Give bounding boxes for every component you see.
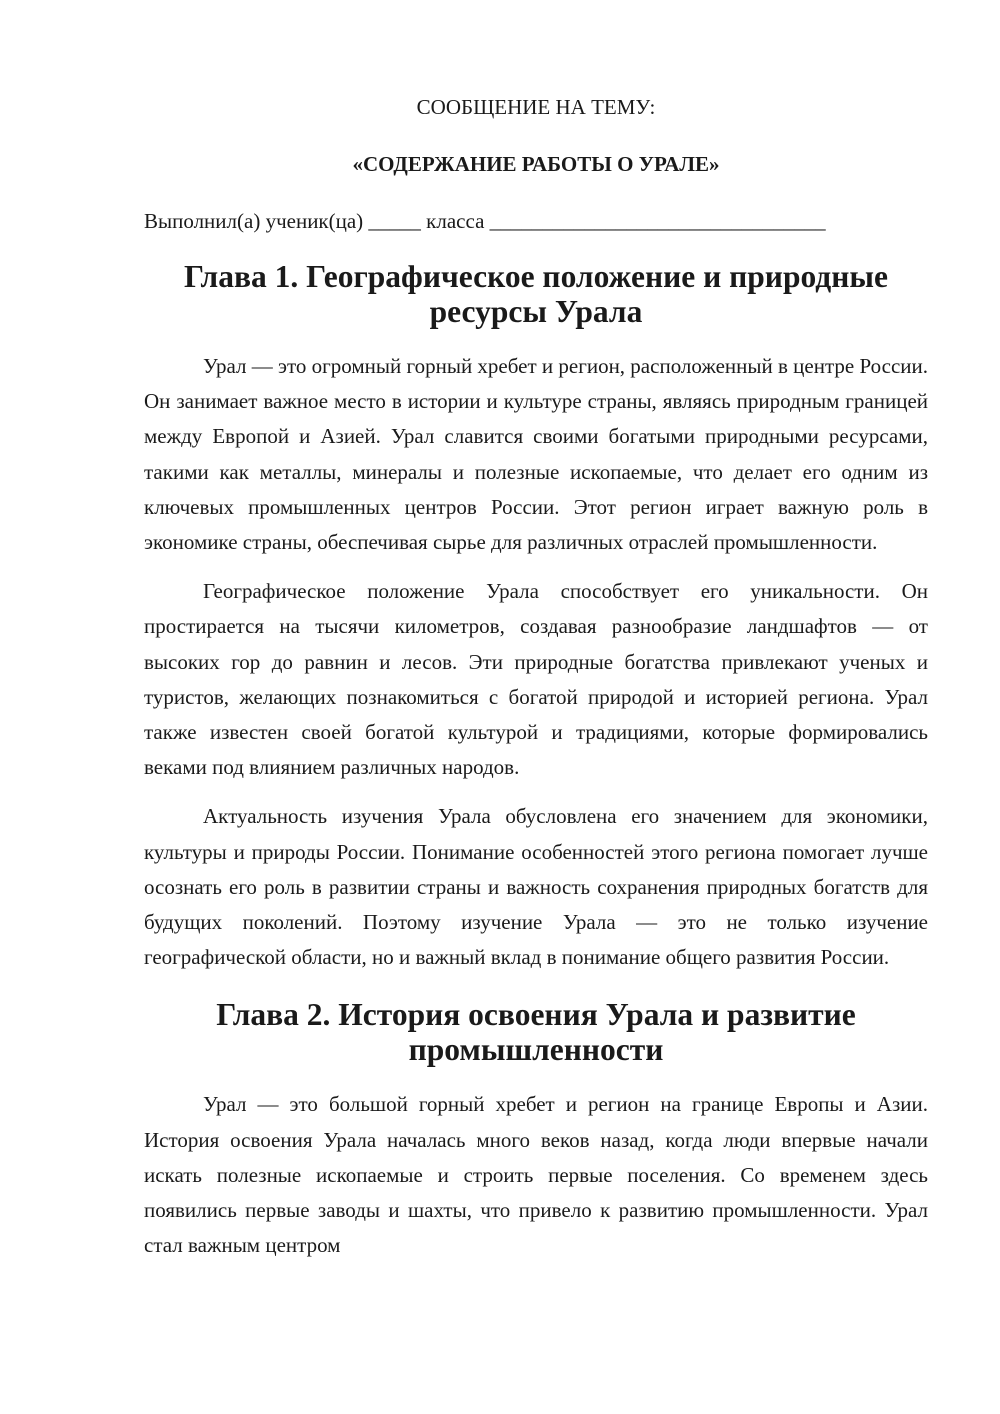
- chapter-1-paragraph: Актуальность изучения Урала обусловлена его значением для экономики, культуры и природы России. Понимание особенностей этого региона помогает лучше осознать его роль в развитии страны и важность сохранения природных богатств для будущих поколений. Поэтому изучение Урала — это не только изучение географической области, но и важный вклад в понимание общего развития России.: [144, 804, 928, 970]
- document-page: [144, 90, 928, 1277]
- chapter-2-paragraph: Урал — это большой горный хребет и регион на границе Европы и Азии. История освоения Урала началась много веков назад, когда люди впервые начали искать полезные ископаемые и строить первые поселения. Со временем здесь появились первые заводы и шахты, что привело к развитию промышленности. Урал стал важным центром: [144, 1092, 928, 1258]
- document-heading-topic: СООБЩЕНИЕ НА ТЕМУ:: [416, 95, 656, 119]
- chapter-1-title: Глава 1. Географическое положение и природные ресурсы Урала: [184, 259, 888, 329]
- chapter-1-paragraph: Урал — это огромный горный хребет и регион, расположенный в центре России. Он занимает важное место в истории и культуре страны, являясь природным границей между Европой и Азией. Урал славится своими богатыми природными ресурсами, такими как металлы, минералы и полезные ископаемые, что делает его одним из ключевых промышленных центров России. Этот регион играет важную роль в экономике страны, обеспечивая сырье для различных отраслей промышленности.: [144, 354, 929, 555]
- chapter-1-paragraph: Географическое положение Урала способствует его уникальности. Он простирается на тысячи километров, создавая разнообразие ландшафтов — от высоких гор до равнин и лесов. Эти природные богатства привлекают ученых и туристов, желающих познакомиться с богатой природой и историей региона. Урал также известен своей богатой культурой и традициями, которые формировались веками под влиянием различных народов.: [144, 579, 928, 780]
- document-heading-title: «СОДЕРЖАНИЕ РАБОТЫ О УРАЛЕ»: [352, 152, 720, 176]
- author-line: Выполнил(а) ученик(ца) _____ класса ________________________________: [144, 209, 826, 233]
- chapter-2-title: Глава 2. История освоения Урала и развитие промышленности: [216, 997, 856, 1068]
